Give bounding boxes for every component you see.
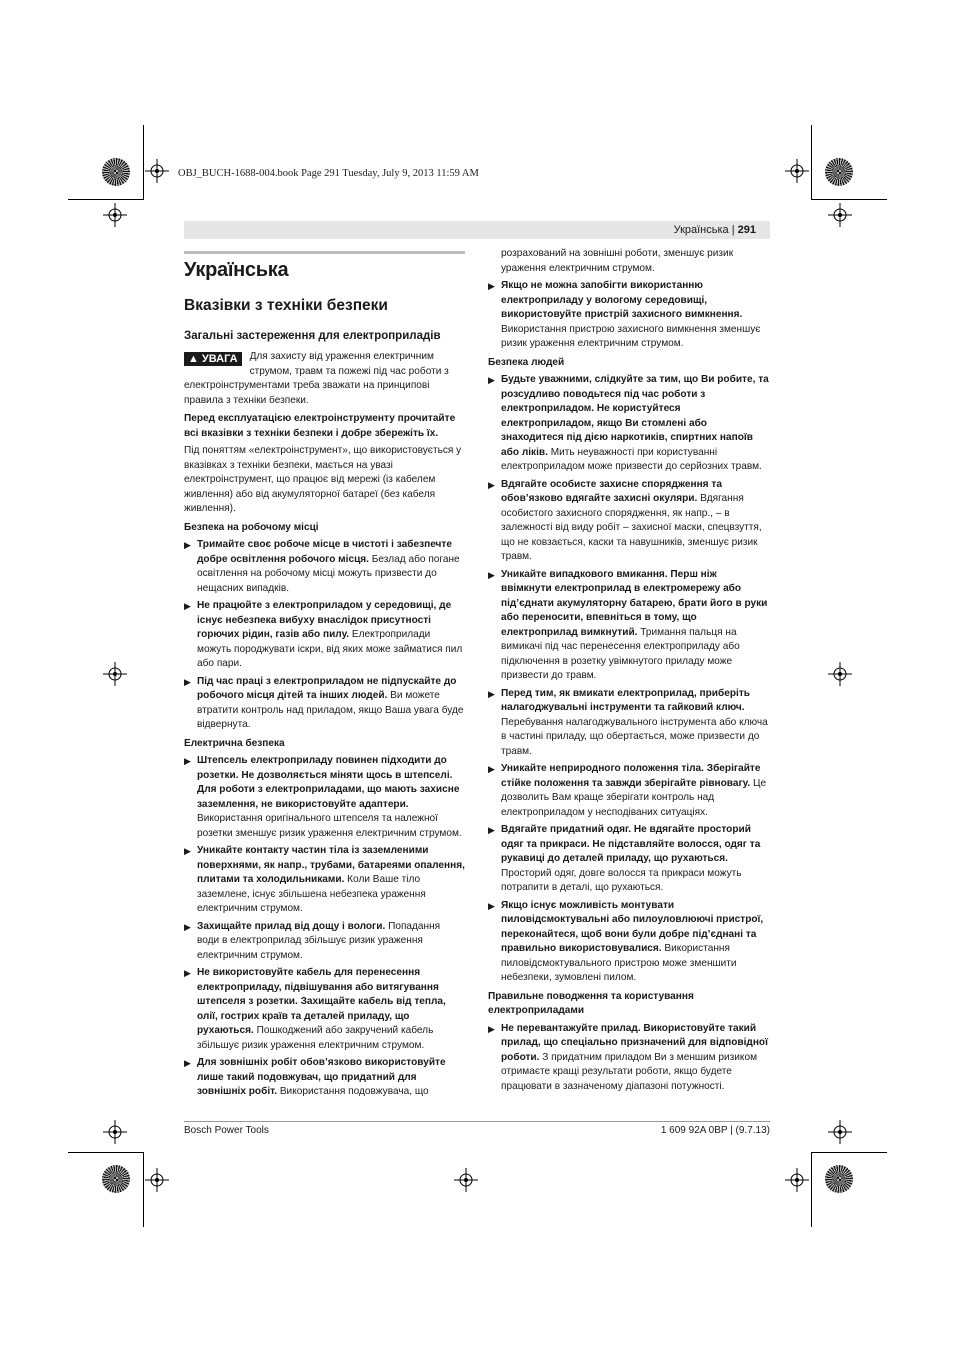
bullet-item — [488, 373, 770, 475]
registration-mark-icon — [103, 203, 127, 227]
bullet-bold-text: Вдягайте особисте захисне спорядження та обов’язково вдягайте захисні окуляри. — [501, 478, 722, 504]
registration-mark-icon — [145, 159, 169, 183]
bullet-arrow-icon: ▶ — [488, 688, 495, 699]
footer-rule — [184, 1121, 770, 1122]
bullet-item — [488, 279, 770, 352]
header-separator: | — [731, 224, 735, 236]
bullet-item — [184, 754, 465, 841]
crop-mark — [143, 125, 144, 200]
bullet-item — [184, 920, 465, 964]
bullet-text: Коли Ваше тіло заземлене, існує збільшена небезпека ураження електричним струмом. — [197, 874, 426, 914]
warning-block — [184, 350, 465, 408]
bullet-text: Безлад або погане освітлення на робочому місці можуть призвести до нещасних випадків. — [197, 553, 460, 594]
bullet-bold-text: Уникайте неприродного положення тіла. Зберігайте стійке положення та завжди зберігайте рівновагу. — [501, 763, 761, 789]
people-heading: Безпека людей — [488, 356, 565, 368]
footer-left: Bosch Power Tools — [184, 1125, 269, 1136]
crop-mark — [812, 199, 887, 200]
bullet-item — [488, 568, 770, 684]
people-list — [488, 373, 770, 986]
bullet-arrow-icon: ▶ — [184, 601, 191, 611]
bullet-bold-text: Штепсель електроприладу повинен підходити до розетки. Не дозволяється міняти щось в штепселі. Для роботи з електроприладами, що мають захисне заземлення, не використовуйте адаптери. — [197, 755, 460, 810]
electric-heading: Електрична безпека — [184, 737, 285, 749]
continuation-text: розрахований на зовнішні роботи, зменшує ризик ураження електричним струмом. — [501, 248, 734, 274]
definition-text: Під поняттям «електроінструмент», що використовується у вказівках з техніки безпеки, мається на увазі електроінструмент, що працює від мережі (із кабелем живлення) або від акумуляторної батареї (без кабеля живлення). — [184, 445, 462, 514]
registration-mark-icon — [828, 1120, 852, 1144]
bullet-bold-text: Не використовуйте кабель для перенесення електроприладу, підвішування або витягування штепселя з розетки. Захищайте кабель від тепла, олії, гострих країв та деталей приладу, що рухаються. — [197, 967, 446, 1036]
bullet-bold-text: Будьте уважними, слідкуйте за тим, що Ви робите, та розсудливо поводьтеся під час роботи з електроприладом. Не користуйтеся електроприладом, якщо Ви стомлені або знаходитеся під дією наркотиків, спиртних напоїв або ліків. — [501, 374, 769, 458]
warning-badge — [184, 352, 242, 366]
electric-list — [184, 754, 465, 1100]
bullet-text: Тримання пальця на вимикачі під час перенесення електроприладу або підключення в розетку увімкнутого приладу може призвести до травм. — [501, 626, 740, 681]
bullet-text: Попадання води в електроприлад збільшує ризик ураження електричним струмом. — [197, 920, 441, 961]
registration-mark-icon — [785, 159, 809, 183]
print-info: OBJ_BUCH-1688-004.book Page 291 Tuesday, July 9, 2013 11:59 AM — [178, 168, 479, 179]
bullet-item — [184, 844, 465, 917]
left-column — [184, 251, 465, 1103]
bullet-text: Мить неуважності при користуванні електроприладом може призвести до серйозних травм. — [501, 446, 762, 472]
bullet-arrow-icon: ▶ — [184, 1058, 191, 1068]
color-rosette-icon — [102, 158, 130, 186]
bullet-arrow-icon: ▶ — [488, 569, 495, 580]
bullet-bold-text: Уникайте контакту частин тіла із заземленими поверхнями, як напр., трубами, батареями опалення, плитами та холодильниками. — [197, 845, 465, 885]
registration-mark-icon — [454, 1168, 478, 1192]
bullet-bold-text: Перед тим, як вмикати електроприлад, приберіть налагоджувальні інструменти та гайковий ключ. — [501, 687, 750, 713]
bullet-arrow-icon: ▶ — [184, 968, 191, 978]
bullet-item — [184, 966, 465, 1053]
page-header — [674, 222, 756, 238]
bullet-arrow-icon: ▶ — [184, 921, 191, 932]
bullet-item — [488, 762, 770, 820]
crop-mark — [143, 1152, 144, 1227]
page-number: 291 — [737, 224, 756, 236]
bullet-arrow-icon: ▶ — [488, 1023, 495, 1034]
footer-right: 1 609 92A 0BP | (9.7.13) — [660, 1125, 770, 1136]
bullet-text: Вдягання особистого захисного спорядження, як напр., – в залежності від виду робіт – захисної маски, спецвзуття, що не ковзається, каски та навушників, зменшує ризик травм. — [501, 493, 762, 562]
workplace-heading: Безпека на робочому місці — [184, 521, 319, 533]
bullet-text: Це дозволить Вам краще зберігати контроль над електроприладом у несподіваних ситуаціях. — [501, 777, 767, 818]
color-rosette-icon — [825, 158, 853, 186]
bullet-arrow-icon: ▶ — [184, 676, 191, 687]
crop-mark — [812, 1152, 887, 1153]
bullet-arrow-icon: ▶ — [488, 281, 495, 291]
bullet-text: З придатним приладом Ви з меншим ризиком отримаєте кращі результати роботи, якщо будете працювати в зазначеному діапазоні потужності. — [501, 1051, 758, 1092]
bullet-arrow-icon: ▶ — [488, 825, 495, 835]
bullet-bold-text: Якщо не можна запобігти використанню електроприладу у вологому середовищі, використовуйте пристрій захисного вимкнення. — [501, 280, 743, 320]
bullet-bold-text: Для зовнішніх робіт обов’язково використовуйте лише такий подовжувач, що придатний для зовнішніх робіт. — [197, 1057, 446, 1097]
bullet-bold-text: Тримайте своє робоче місце в чистоті і забезпечте добре освітлення робочого місця. — [197, 539, 452, 565]
handling-list — [488, 1022, 770, 1095]
bullet-item — [184, 599, 465, 672]
subsection-heading: Загальні застереження для електроприладів — [184, 330, 441, 342]
bullet-item — [184, 538, 465, 596]
bullet-arrow-icon: ▶ — [184, 756, 191, 766]
crop-mark — [68, 199, 143, 200]
section-heading: Вказівки з техніки безпеки — [184, 297, 388, 314]
bullet-text: Ви можете втратити контроль над приладом, якщо Ваша увага буде відвернута. — [197, 690, 464, 730]
registration-mark-icon — [828, 203, 852, 227]
bullet-bold-text: Вдягайте придатний одяг. Не вдягайте просторий одяг та прикраси. Не підставляйте волосся, одяг та рукавиці до деталей приладу, що рухаються. — [501, 824, 761, 864]
page-title: Українська — [184, 259, 289, 281]
header-language: Українська — [673, 224, 729, 236]
bullet-bold-text: Під час праці з електроприладом не підпускайте до робочого місця дітей та інших людей. — [197, 675, 457, 701]
bullet-item — [488, 1022, 770, 1095]
title-rule — [184, 251, 465, 254]
crop-mark — [811, 1152, 812, 1227]
bullet-text: Використання пристрою захисного вимкнення зменшує ризик ураження електричним струмом. — [501, 323, 761, 349]
registration-mark-icon — [828, 662, 852, 686]
bullet-text: Перебування налагоджувального інструмента або ключа в частині приладу, що обертається, може призвести до травм. — [501, 716, 768, 757]
bullet-item — [488, 478, 770, 565]
bullet-arrow-icon: ▶ — [184, 540, 191, 550]
bullet-item — [184, 1056, 465, 1100]
bullet-item — [488, 687, 770, 760]
registration-mark-icon — [785, 1168, 809, 1192]
workplace-list — [184, 538, 465, 733]
bullet-arrow-icon: ▶ — [488, 479, 495, 490]
bullet-item — [488, 899, 770, 986]
bullet-arrow-icon: ▶ — [488, 764, 495, 774]
handling-heading: Правильне поводження та користування електроприладами — [488, 990, 694, 1016]
bullet-bold-text: Уникайте випадкового вмикання. Перш ніж ввімкнути електроприлад в електромережу або під’єднати акумуляторну батарею, брати його в руки або переносити, впевніться в тому, що електроприлад вимкнутий. — [501, 568, 768, 638]
bullet-bold-text: Захищайте прилад від дощу і вологи. — [197, 920, 386, 932]
crop-mark — [811, 125, 812, 200]
bullet-text: Використання подовжувача, що — [277, 1086, 429, 1097]
warning-triangle-icon: ▲ — [188, 353, 199, 365]
crop-mark — [68, 1152, 143, 1153]
bullet-arrow-icon: ▶ — [488, 900, 495, 911]
bullet-item — [488, 823, 770, 896]
bullet-bold-text: Не працюйте з електроприладом у середовищі, де існує небезпека вибуху внаслідок присутності горючих рідин, газів або пилу. — [197, 600, 452, 640]
bullet-bold-text: Якщо існує можливість монтувати пиловідсмоктувальні або пилоуловлюючі пристрої, переконайтеся, щоб вони були добре під’єднані та правильно використовувалися. — [501, 899, 764, 954]
bold-intro: Перед експлуатацією електроінструменту прочитайте всі вказівки з техніки безпеки і добре збережіть їх. — [184, 413, 456, 439]
color-rosette-icon — [825, 1165, 853, 1193]
bullet-text: Просторий одяг, довге волосся та прикраси можуть потрапити в деталі, що рухаються. — [501, 867, 742, 893]
registration-mark-icon — [103, 1120, 127, 1144]
bullet-arrow-icon: ▶ — [184, 846, 191, 856]
registration-mark-icon — [103, 662, 127, 686]
bullet-bold-text: Не перевантажуйте прилад. Використовуйте такий прилад, що спеціально призначений для відповідної роботи. — [501, 1022, 768, 1063]
electric-list-continued — [488, 279, 770, 352]
warning-label: УВАГА — [201, 353, 238, 365]
right-column — [488, 247, 770, 1097]
bullet-text: Пошкоджений або закручений кабель збільшує ризик ураження електричним струмом. — [197, 1025, 434, 1051]
color-rosette-icon — [102, 1165, 130, 1193]
bullet-arrow-icon: ▶ — [488, 375, 495, 385]
bullet-text: Використання оригінального штепселя та належної розетки зменшує ризик ураження електричним струмом. — [197, 813, 462, 839]
registration-mark-icon — [145, 1168, 169, 1192]
warning-text: Для захисту від ураження електричним струмом, травм та пожежі під час роботи з електроінструментами треба зважати на принципові правила з техніки безпеки. — [184, 351, 449, 406]
bullet-text: Електроприлади можуть породжувати іскри, від яких може займатися пил або пари. — [197, 629, 463, 669]
bullet-text: Використання пиловідсмоктувального пристрою може зменшити небезпеки, зумовлені пилом. — [501, 943, 737, 983]
bullet-item — [184, 675, 465, 733]
